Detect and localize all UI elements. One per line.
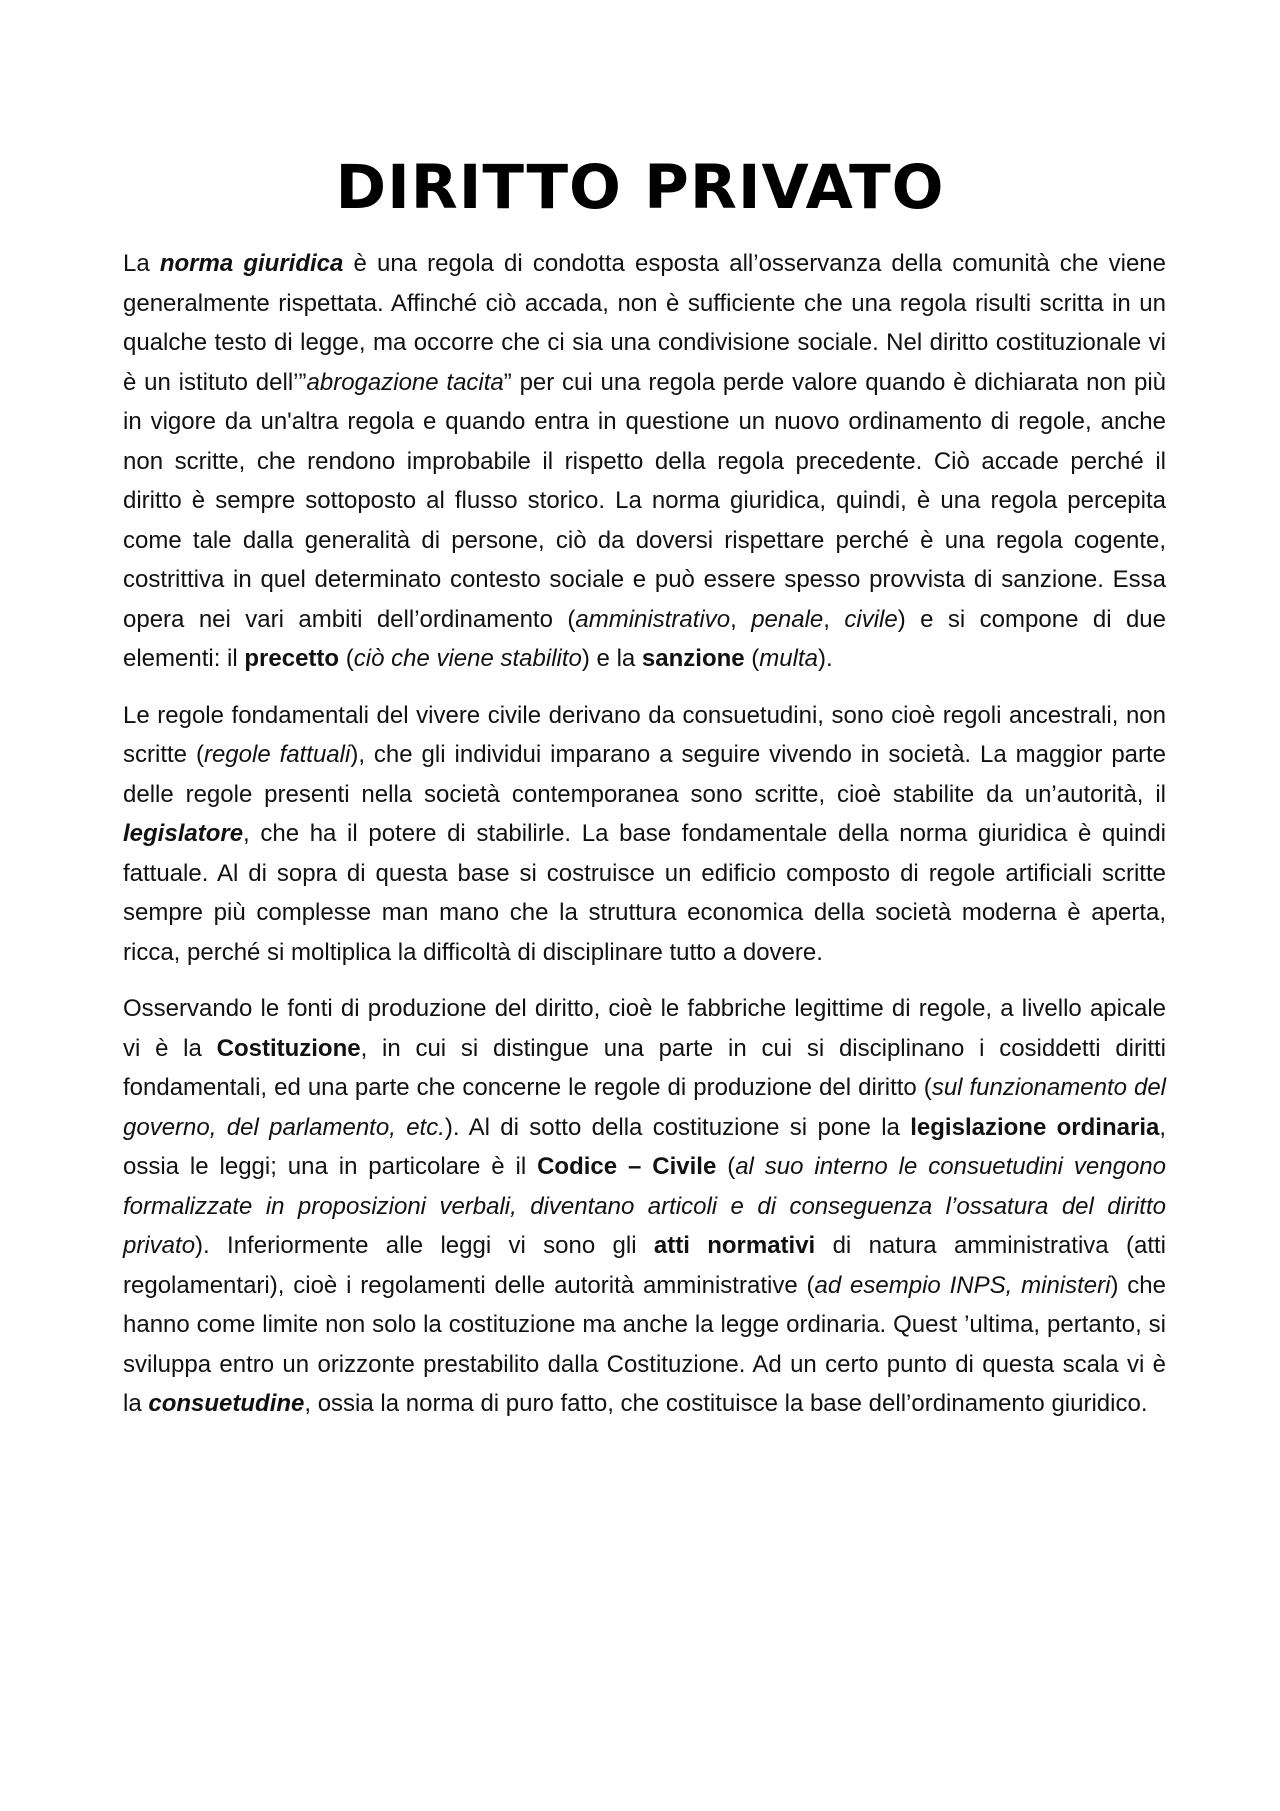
paragraph-text: , in cui si distingue una parte in cui si disciplinano i cosiddetti diritti fondamentali, ed una parte che concerne le regole di produzione del diritto (: [123, 1034, 1166, 1101]
emphasis-text: al suo interno le consuetudini vengono formalizzate in proposizioni verbali, diventano articoli e di conseguenza l’ossatura del diritto privato: [123, 1153, 1166, 1259]
paragraph-text: ,: [823, 605, 845, 633]
paragraph-text: di natura amministrativa (atti regolamentari), cioè i regolamenti delle autorità amministrative (: [123, 1232, 1166, 1299]
paragraph-text: Osservando le fonti di produzione del diritto, cioè le fabbriche legittime di regole, a livello apicale vi è la: [123, 995, 1166, 1062]
emphasis-text: Codice – Civile: [537, 1153, 717, 1180]
paragraph-text: Le regole fondamentali del vivere civile derivano da consuetudini, sono cioè regoli ancestrali, non scritte (: [123, 701, 1166, 768]
paragraph-text: , ossia le leggi; una in particolare è il: [123, 1113, 1167, 1180]
emphasis-text: civile: [844, 605, 898, 633]
paragraph-text: (: [716, 1153, 736, 1180]
paragraph: [123, 989, 1166, 1424]
paragraph-text: ) che hanno come limite non solo la costituzione ma anche la legge ordinaria. Quest ’ultima, pertanto, si sviluppa entro un orizzonte prestabilito dalla Costituzione. Ad un certo punto di questa scala vi è la: [123, 1271, 1166, 1417]
emphasis-text: amministrativo: [575, 605, 731, 633]
emphasis-text: ad esempio INPS, ministeri: [814, 1271, 1111, 1299]
emphasis-text: legislazione ordinaria: [910, 1113, 1160, 1141]
paragraph-text: , ossia la norma di puro fatto, che costituisce la base dell’ordinamento giuridico.: [304, 1390, 1148, 1417]
paragraph-text: è una regola di condotta esposta all’osservanza della comunità che viene generalmente rispettata. Affinché ciò accada, non è sufficiente che una regola risulti scritta in un qualche testo di legge, ma occorre che ci sia una condivisione sociale. Nel diritto costituzionale vi è un istituto dell’”: [123, 250, 1167, 396]
emphasis-text: penale: [751, 605, 824, 633]
emphasis-text: consuetudine: [148, 1390, 305, 1417]
paragraph-text: ). Inferiormente alle leggi vi sono gli: [195, 1232, 654, 1259]
paragraph-text: ). Al di sotto della costituzione si pone la: [444, 1113, 911, 1141]
paragraph-text: , che ha il potere di stabilirle. La base fondamentale della norma giuridica è quindi fattuale. Al di sopra di questa base si costruisce un edificio composto di regole artificiali scritte sempre più complesse man mano che la struttura economica della società moderna è aperta, ricca, perché si moltiplica la difficoltà di disciplinare tutto a dovere.: [123, 820, 1166, 966]
emphasis-text: Costituzione: [216, 1034, 361, 1062]
paragraph-text: La: [123, 250, 160, 277]
paragraph-text: ) e la: [581, 645, 642, 672]
emphasis-text: precetto: [244, 645, 340, 672]
paragraph-text: ” per cui una regola perde valore quando è dichiarata non più in vigore da un'altra regola e quando entra in questione un nuovo ordinamento di regole, anche non scritte, che rendono improbabile il rispetto della regola precedente. Ciò accade perché il diritto è sempre sottoposto al flusso storico. La norma giuridica, quindi, è una regola percepita come tale dalla generalità di persone, ciò da doversi rispettare perché è una regola cogente, costrittiva in quel determinato contesto sociale e può essere spesso provvista di sanzione. Essa opera nei vari ambiti dell’ordinamento (: [123, 368, 1167, 633]
document-body: [123, 244, 1166, 1424]
paragraph-text: ) e si compone di due elementi: il: [123, 605, 1167, 672]
page-title: DIRITTO PRIVATO: [335, 152, 945, 223]
emphasis-text: multa: [759, 645, 818, 672]
paragraph: [123, 696, 1166, 973]
paragraph-text: ).: [817, 645, 833, 672]
emphasis-text: sul funzionamento del governo, del parlamento, etc.: [123, 1074, 1167, 1141]
emphasis-text: regole fattuali: [203, 741, 351, 768]
emphasis-text: abrogazione tacita: [306, 368, 504, 396]
paragraph-text: ), che gli individui imparano a seguire vivendo in società. La maggior parte delle regole presenti nella società contemporanea sono scritte, cioè stabilite da un’autorità, il: [123, 741, 1167, 808]
emphasis-text: atti normativi: [653, 1232, 816, 1259]
emphasis-text: legislatore: [123, 820, 244, 847]
paragraph-text: (: [744, 645, 760, 672]
emphasis-text: norma giuridica: [159, 250, 344, 277]
paragraph: [123, 244, 1166, 679]
paragraph-text: ,: [730, 605, 752, 633]
emphasis-text: ciò che viene stabilito: [353, 645, 582, 672]
paragraph-text: (: [339, 645, 354, 672]
emphasis-text: sanzione: [641, 645, 745, 672]
